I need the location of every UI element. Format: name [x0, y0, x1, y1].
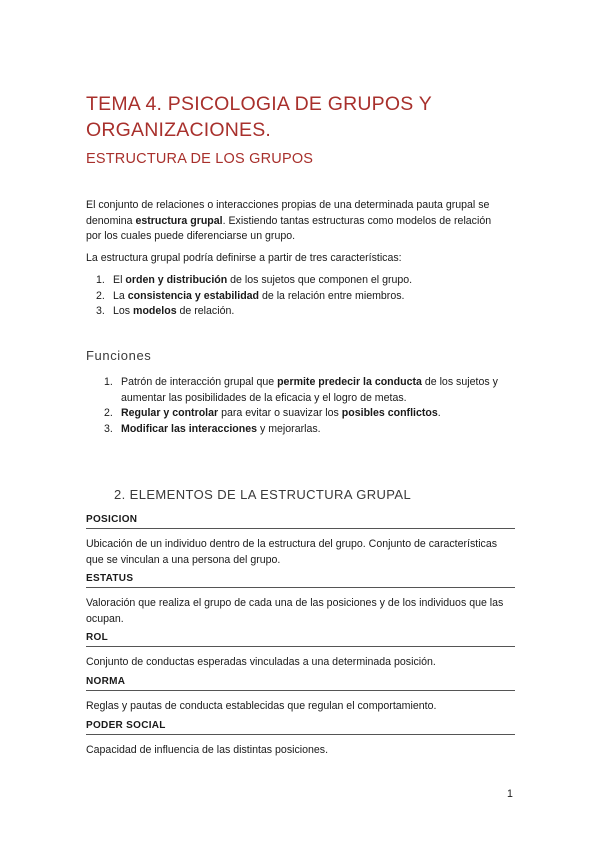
item-bold: orden y distribución: [125, 274, 228, 286]
intro-paragraph: [86, 198, 506, 245]
list-item: [86, 289, 506, 305]
item-text: La: [113, 289, 128, 302]
element-term: PODER SOCIAL: [86, 720, 515, 735]
characteristics-intro: La estructura grupal podría definirse a partir de tres características:: [86, 252, 402, 264]
item-text: de relación.: [176, 305, 235, 318]
page-title: TEMA 4. PSICOLOGIA DE GRUPOS Y ORGANIZACIONES.: [86, 93, 432, 141]
item-bold: modelos: [133, 305, 177, 318]
element-term: ROL: [86, 632, 515, 647]
element-term: ESTATUS: [86, 573, 515, 588]
element-term: POSICION: [86, 514, 515, 529]
item-bold: Modificar las interacciones: [121, 422, 258, 435]
list-item: [86, 304, 506, 320]
item-text: El: [113, 274, 126, 286]
element-description: Reglas y pautas de conducta establecidas que regulan el comportamiento.: [86, 699, 437, 712]
list-number: 2.: [96, 289, 105, 302]
intro-text-a: El conjunto de relaciones o interacciones propias de una determinada pauta grupal se denomina: [86, 199, 490, 227]
element-description: Valoración que realiza el grupo de cada una de las posiciones y de los individuos que las ocupan.: [86, 597, 504, 625]
element-description: Ubicación de un individuo dentro de la estructura del grupo. Conjunto de características que se vinculan a una persona del grupo.: [86, 538, 498, 566]
item-bold: Regular y controlar: [121, 407, 219, 420]
item-text: de los sujetos y aumentar las posibilidades de la eficacia y el logro de metas.: [121, 376, 498, 404]
element-description: Capacidad de influencia de las distintas posiciones.: [86, 743, 329, 756]
element-description: Conjunto de conductas esperadas vinculadas a una determinada posición.: [86, 656, 436, 669]
item-bold: posibles conflictos: [341, 407, 438, 420]
section-2-heading: 2. ELEMENTOS DE LA ESTRUCTURA GRUPAL: [114, 487, 412, 502]
element-term: NORMA: [86, 676, 515, 691]
list-number: 1.: [104, 376, 113, 388]
list-number: 3.: [104, 422, 113, 435]
list-item: [86, 422, 506, 438]
item-bold: consistencia y estabilidad: [127, 289, 260, 302]
item-text: de los sujetos que componen el grupo.: [227, 274, 413, 286]
item-text: de la relación entre miembros.: [259, 289, 405, 302]
list-item: [86, 273, 506, 289]
list-item: [86, 406, 506, 422]
item-text: .: [437, 407, 441, 420]
item-text: y mejorarlas.: [257, 422, 321, 435]
characteristics-list: [86, 273, 506, 320]
list-item: [86, 375, 506, 406]
item-bold: permite predecir la conducta: [277, 376, 422, 388]
section-subtitle: ESTRUCTURA DE LOS GRUPOS: [86, 151, 314, 167]
intro-text-b: . Existiendo tantas estructuras como modelos de relación por los cuales puede diferenciarse un grupo.: [86, 214, 492, 243]
page-number: 1: [507, 788, 513, 800]
item-text: para evitar o suavizar los: [218, 407, 342, 420]
funciones-list: [86, 375, 506, 437]
funciones-heading: Funciones: [86, 348, 152, 363]
list-number: 1.: [96, 274, 105, 286]
item-text: Patrón de interacción grupal que: [121, 376, 278, 388]
item-text: Los: [113, 305, 134, 318]
list-number: 2.: [104, 407, 113, 420]
intro-bold-term: estructura grupal: [135, 214, 223, 227]
elements-definitions: [86, 514, 515, 763]
list-number: 3.: [96, 305, 105, 318]
